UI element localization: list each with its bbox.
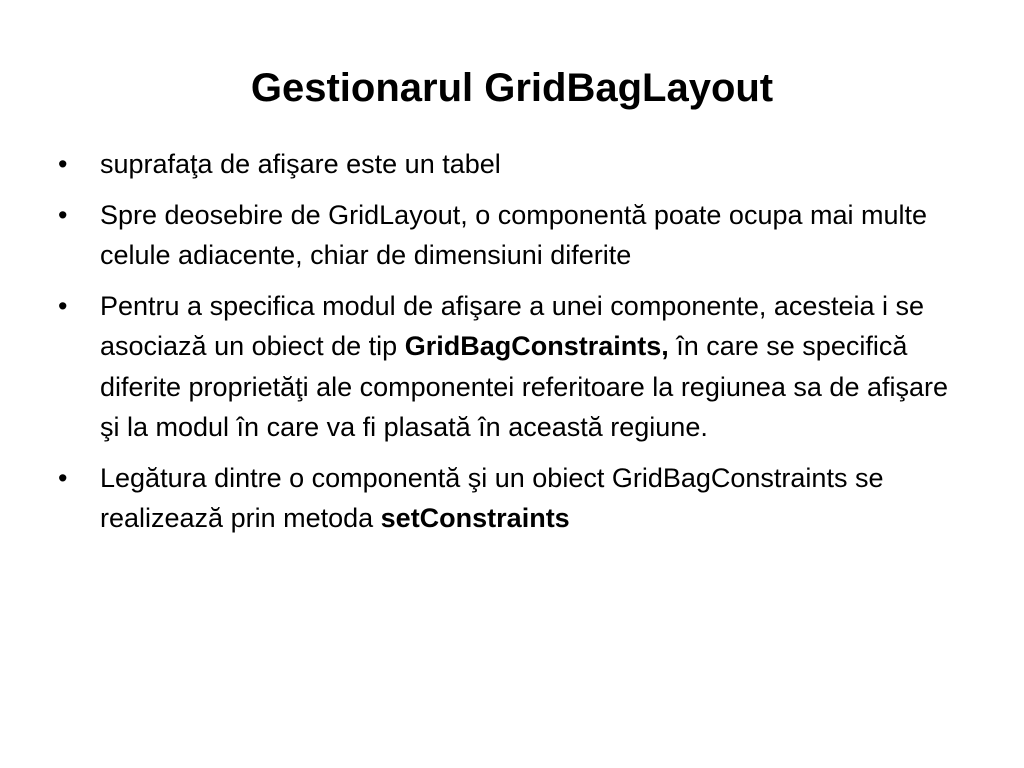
bullet-text: Legătura dintre o componentă şi un obiect GridBagConstraints se realizează prin metoda: [100, 462, 884, 533]
bullet-item-3: [58, 286, 968, 448]
bullet-icon: •: [58, 290, 68, 321]
bullet-keyword-setconstraints: setConstraints: [380, 503, 570, 533]
bullet-text: Pentru a specifica modul de afişare a unei componente, acesteia i se asociază un obiect de tip: [100, 290, 924, 361]
bullet-item-4: [58, 458, 968, 539]
bullet-icon: •: [58, 199, 68, 230]
bullet-list: [58, 144, 968, 549]
bullet-icon: •: [58, 462, 68, 493]
bullet-text: Spre deosebire de GridLayout, o componentă poate ocupa mai multe celule adiacente, chiar de dimensiuni diferite: [100, 199, 928, 270]
bullet-item-1: [58, 144, 968, 185]
bullet-item-2: [58, 195, 968, 276]
bullet-text: suprafaţa de afişare este un tabel: [100, 149, 501, 179]
bullet-icon: •: [58, 149, 68, 179]
bullet-text-continued: în care se specifică diferite proprietăţi ale componentei referitoare la regiunea sa de afişare şi la modul în care va fi plasată în această regiune.: [100, 331, 948, 442]
bullet-keyword-gridbagconstraints: GridBagConstraints,: [404, 331, 669, 361]
slide-title: Gestionarul GridBagLayout: [250, 66, 774, 110]
